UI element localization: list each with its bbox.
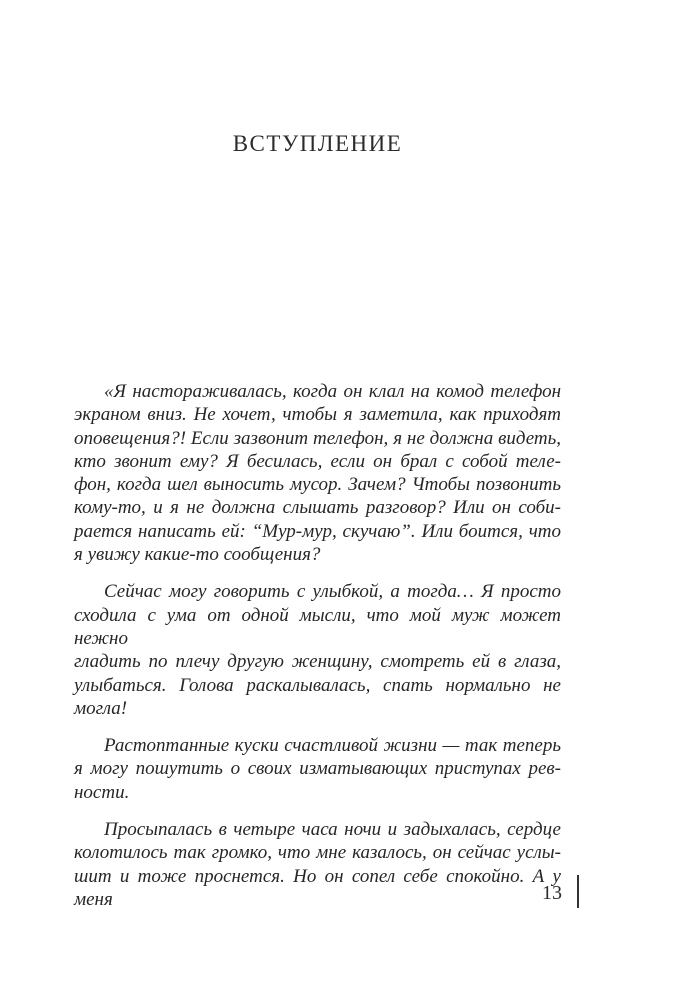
chapter-heading: ВСТУПЛЕНИЕ	[232, 131, 403, 156]
text-line: Сейчас могу говорить с улыбкой, а тогда… Я просто	[104, 581, 561, 603]
paragraph	[74, 380, 561, 566]
text-line: Растоптанные куски счастливой жизни — так теперь	[104, 735, 561, 757]
text-line: я увижу какие-то сообщения?	[74, 544, 321, 566]
paragraph	[74, 734, 561, 804]
paragraph	[74, 580, 561, 720]
text-line: колотилось так громко, что мне казалось, он сейчас услы-	[74, 842, 561, 864]
text-line: я могу пошутить о своих изматывающих приступах рев-	[74, 758, 561, 780]
text-line: экраном вниз. Не хочет, чтобы я заметила, как приходят	[74, 404, 561, 426]
text-line: оповещения?! Если зазвонит телефон, я не должна видеть,	[74, 427, 561, 449]
page-number: 13	[542, 882, 562, 904]
body-text	[74, 380, 561, 911]
text-line: могла!	[74, 697, 128, 719]
text-line: улыбаться. Голова раскалывалась, спать нормально не	[74, 674, 561, 696]
text-line: кто звонит ему? Я бесилась, если он брал с собой теле-	[74, 450, 561, 472]
text-line: ности.	[74, 781, 130, 803]
text-line: «Я настораживалась, когда он клал на комод телефон	[104, 381, 561, 402]
text-line: фон, когда шел выносить мусор. Зачем? Чтобы позвонить	[74, 474, 561, 496]
paragraph	[74, 818, 561, 911]
page-number-rule	[577, 875, 579, 908]
text-line: кому-то, и я не должна слышать разговор? Или он соби-	[74, 497, 561, 519]
text-line: Просыпалась в четыре часа ночи и задыхалась, сердце	[104, 819, 561, 841]
text-line: шит и тоже проснется. Но он сопел себе спокойно. А у меня	[74, 865, 561, 910]
text-line: гладить по плечу другую женщину, смотреть ей в глаза,	[74, 651, 561, 673]
text-line: сходила с ума от одной мысли, что мой муж может нежно	[74, 604, 561, 649]
text-line: рается написать ей: “Мур-мур, скучаю”. Или боится, что	[74, 520, 561, 542]
